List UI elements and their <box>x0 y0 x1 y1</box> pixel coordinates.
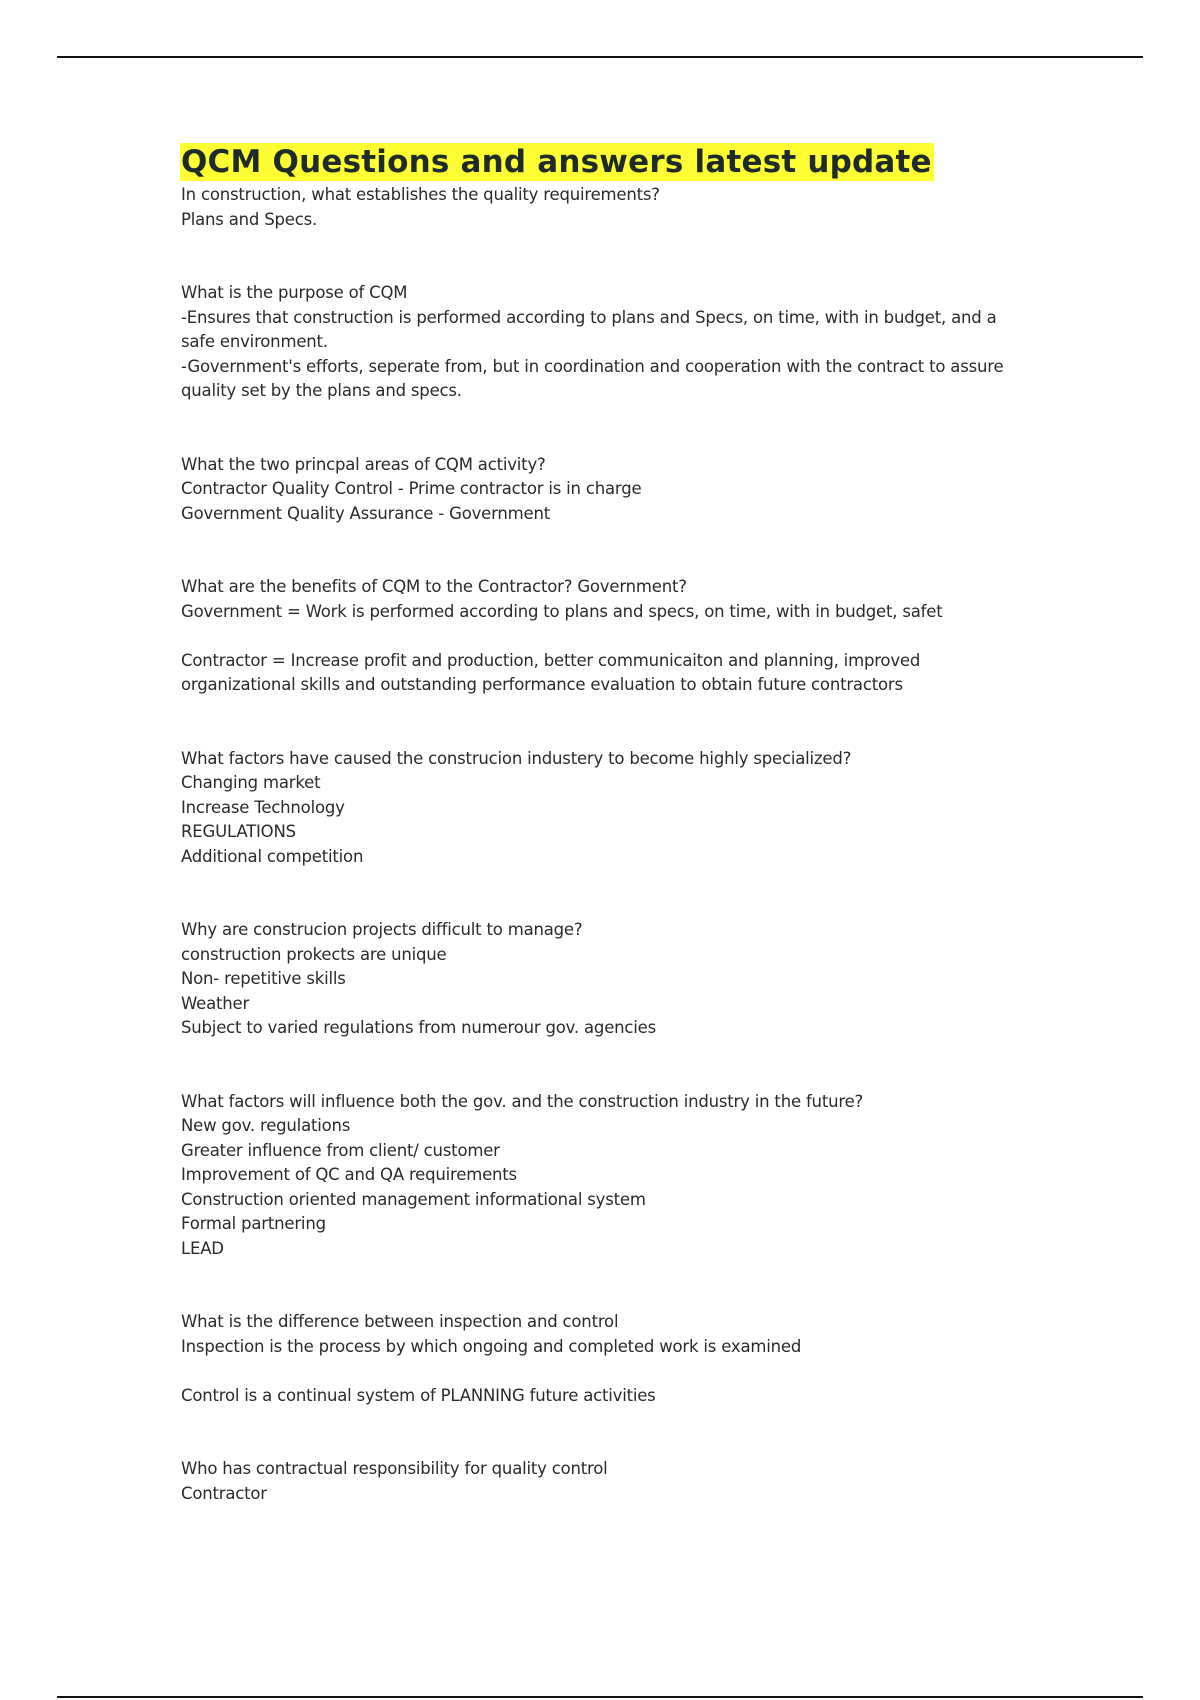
answer-text: Plans and Specs. <box>181 209 318 229</box>
answer-text: construction prokects are unique <box>181 944 447 964</box>
question-text: What is the purpose of CQM <box>181 283 408 302</box>
qa-item <box>181 1310 1021 1408</box>
question-text: Who has contractual responsibility for quality control <box>181 1459 608 1478</box>
answer-text: Government Quality Assurance - Government <box>181 503 551 523</box>
qa-item <box>181 183 1021 232</box>
question-text: In construction, what establishes the quality requirements? <box>181 185 660 204</box>
answer-text: Weather <box>181 993 250 1013</box>
answer-text: Increase Technology <box>181 797 345 817</box>
answer-text: REGULATIONS <box>181 822 296 841</box>
question-text: What factors will influence both the gov. and the construction industry in the future? <box>181 1091 864 1111</box>
answer-text: New gov. regulations <box>181 1116 351 1135</box>
answer-text: Contractor <box>181 1483 267 1503</box>
top-rule <box>57 56 1143 58</box>
answer-text: Contractor Quality Control - Prime contractor is in charge <box>181 479 642 498</box>
qa-item <box>181 1090 1021 1262</box>
question-text: What the two princpal areas of CQM activity? <box>181 454 546 474</box>
question-text: Why are construcion projects difficult to manage? <box>181 920 583 939</box>
question-text: What is the difference between inspection and control <box>181 1312 619 1331</box>
qa-item <box>181 747 1021 870</box>
answer-text: Greater influence from client/ customer <box>181 1140 500 1160</box>
answer-text: Formal partnering <box>181 1214 326 1233</box>
answer-text: Contractor = Increase profit and production, better communicaiton and planning, improved organizational skills and outstanding performance evaluation to obtain future contractors <box>181 650 926 694</box>
answer-text: -Government's efforts, seperate from, but in coordination and cooperation with the contract to assure quality set by the plans and specs. <box>181 356 1009 400</box>
question-text: What are the benefits of CQM to the Contractor? Government? <box>181 577 687 596</box>
blank-line <box>181 624 1021 649</box>
answer-text: Control is a continual system of PLANNING future activities <box>181 1385 656 1405</box>
answer-text: Construction oriented management informational system <box>181 1189 646 1209</box>
document-body <box>181 143 1021 1506</box>
answer-text: Non- repetitive skills <box>181 969 346 988</box>
qa-list <box>181 183 1021 1506</box>
blank-line <box>181 1359 1021 1384</box>
bottom-rule <box>57 1696 1143 1698</box>
document-title: QCM Questions and answers latest update <box>181 144 932 180</box>
answer-text: LEAD <box>181 1238 224 1258</box>
question-text: What factors have caused the construcion industery to become highly specialized? <box>181 748 852 768</box>
qa-item <box>181 1457 1021 1506</box>
answer-text: Subject to varied regulations from numerour gov. agencies <box>181 1018 657 1037</box>
answer-text: Inspection is the process by which ongoing and completed work is examined <box>181 1336 802 1356</box>
qa-item <box>181 281 1021 404</box>
answer-text: Changing market <box>181 773 321 792</box>
answer-text: -Ensures that construction is performed according to plans and Specs, on time, with in budget, and a safe environment. <box>181 307 1002 351</box>
answer-text: Government = Work is performed according to plans and specs, on time, with in budget, safet <box>181 601 943 621</box>
qa-item <box>181 918 1021 1041</box>
answer-text: Improvement of QC and QA requirements <box>181 1165 517 1184</box>
qa-item <box>181 575 1021 698</box>
qa-item <box>181 453 1021 527</box>
answer-text: Additional competition <box>181 846 364 866</box>
